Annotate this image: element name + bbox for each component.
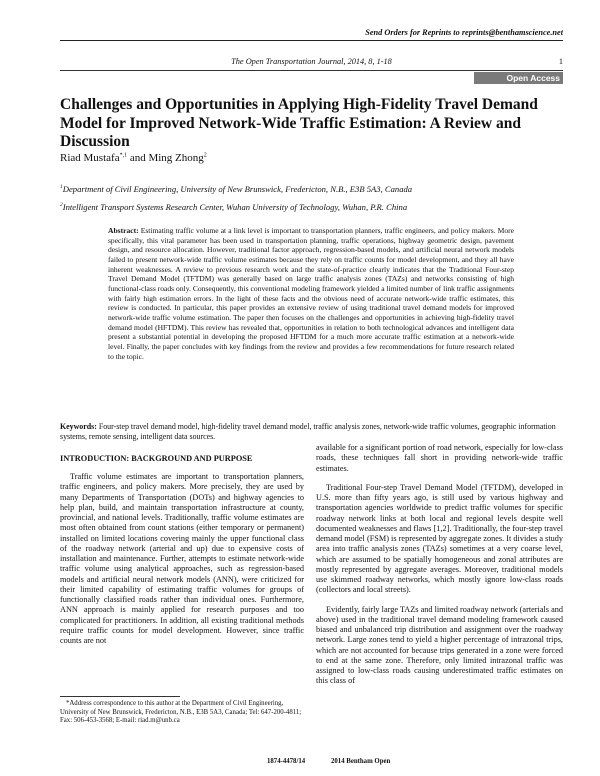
affiliation-text: Intelligent Transport Systems Research Center, Wuhan University of Technology, Wuhan, P.R. China xyxy=(62,202,408,212)
header-rule xyxy=(60,40,563,41)
footnote-rule xyxy=(60,696,180,697)
footnote-text: *Address correspondence to this author at the Department of Civil Engineering, University of New Brunswick, Fredericton, N.B., E3B 5A3, Canada; Tel: 647-200-4811; Fax: 506-453-3568; E-mail: riad.m@unb.ca xyxy=(60,700,302,724)
page-number: 1 xyxy=(558,57,563,66)
paper-title: Challenges and Opportunities in Applying High-Fidelity Travel Demand Model for Improved Network-Wide Traffic Estimation: A Review and Discussion xyxy=(60,96,538,150)
affiliation-mark: 1 xyxy=(60,184,63,191)
running-head: The Open Transportation Journal, 2014, 8, 1-18 xyxy=(231,57,392,66)
affiliation-mark: 2 xyxy=(60,202,63,209)
body-right-column xyxy=(316,443,563,687)
affiliation-text: Department of Civil Engineering, University of New Brunswick, Fredericton, N.B., E3B 5A3, Canada xyxy=(62,184,413,194)
body-paragraph: available for a significant portion of road network, especially for low-class roads, these techniques fall short in providing network-wide traffic estimates. xyxy=(316,443,563,473)
affiliation xyxy=(60,202,407,212)
body-paragraph: Evidently, fairly large TAZs and limited roadway network (arterials and above) used in the traditional travel demand modeling framework caused biased and unbalanced trip distribution and assignment over the roadway network. Large zones tend to yield a higher percentage of intrazonal trips, which are not accounted for because trips generated in a zone were forced to end at the same zone. Therefore, only limited intrazonal traffic was assigned to low-class roads causing underestimated traffic estimates on this class of xyxy=(316,604,563,686)
author-connector: and xyxy=(127,152,149,164)
abstract-text: Estimating traffic volume at a link level is important to transportation planners, traffic engineers, and policy makers. More specifically, this vital parameter has been used in transportation planning, traffic operations, highway geometric design, pavement design, and resource allocation. However, traditional factor approach, regression-based models, and artificial neural network models failed to present network-wide traffic volume estimates because they rely on traffic counts for model development, and they all have inherent weaknesses. A review to previous research work and the state-of-practice clearly indicates that the Traditional Four-step Travel Demand Model (TFTDM) was generally based on large traffic analysis zones (TAZs) and networks consisting of high functional-class roads only. Consequently, this conventional modeling framework yielded a limited number of link traffic assignments with fairly high estimation errors. In the light of these facts and the obvious need of accurate network-wide traffic estimates, this review is conducted. In particular, this paper provides an extensive review of using traditional travel demand models for improved network-wide traffic volume estimation. The paper then focuses on the challenges and opportunities in achieving high-fidelity travel demand model (HFTDM). This review has revealed that, opportunities in relation to both technological advances and intelligent data present a substantial potential in developing the proposed HFTDM for a much more accurate traffic estimation at a network-wide level. Finally, the paper concludes with key findings from the review and provides a few recommendations for future research related to the topic. xyxy=(108,226,514,361)
author-name: Riad Mustafa xyxy=(60,152,120,164)
reprints-notice: Send Orders for Reprints to reprints@benthamscience.net xyxy=(365,28,563,37)
keywords-text: Four-step travel demand model, high-fidelity travel demand model, traffic analysis zones, network-wide traffic volumes, geographic information systems, remote sensing, intelligent data sources. xyxy=(60,422,556,441)
correspondence-footnote xyxy=(60,700,304,726)
abstract xyxy=(108,226,514,361)
affiliation xyxy=(60,184,412,194)
body-left-column xyxy=(60,472,304,646)
author-marks: *,1 xyxy=(119,152,128,159)
section-heading: INTRODUCTION: BACKGROUND AND PURPOSE xyxy=(60,454,253,463)
author-name: Ming Zhong xyxy=(148,152,204,164)
body-paragraph: Traditional Four-step Travel Demand Model (TFTDM), developed in U.S. more than fifty years ago, is still used by various highway and transportation agencies worldwide to predict traffic volumes for specific roadway network links at both local and regional levels despite well documented weaknesses and flaws [1,2]. Traditionally, the four-step travel demand model (FSM) is represented by aggregate zones. It divides a study area into traffic analysis zones (TAZs) sometimes at a very coarse level, which are assumed to be spatially homogeneous and zonal attributes are mostly represented by aggregate averages. Moreover, traditional models use skimmed roadway networks, which mostly ignore low-class roads (collectors and local streets). xyxy=(316,482,563,595)
issn: 1874-4478/14 xyxy=(267,758,306,765)
keywords-label: Keywords: xyxy=(60,422,97,431)
running-head-rule xyxy=(60,70,563,71)
copyright: 2014 Bentham Open xyxy=(331,758,391,765)
author-marks: 2 xyxy=(203,152,207,159)
abstract-label: Abstract: xyxy=(108,226,139,235)
keywords xyxy=(60,422,563,442)
body-paragraph: Traffic volume estimates are important to transportation planners, traffic engineers, and policy makers. More precisely, they are used by many Departments of Transportation (DOTs) and highway agencies to help plan, build, and maintain transportation infrastructure at county, provincial, and national levels. Traditionally, traffic volume estimates are most often obtained from count stations (either temporary or permanent) installed on limited locations covering mainly the upper functional class of the roadway network (arterial and up) due to expensive costs of installation and maintenance. Further, attempts to estimate network-wide traffic volume using analytical approaches, such as regression-based models and artificial neural network models (ANN), were criticized for their limited capability of estimating traffic volumes for groups of functionally classified roads rather than individual ones. Furthermore, ANN approach is mainly applied for research purposes and too complicated for practitioners. In addition, all existing traditional methods require traffic counts for model development. However, since traffic counts are not xyxy=(60,472,304,645)
open-access-badge: Open Access xyxy=(474,72,563,84)
author-line xyxy=(60,152,207,164)
